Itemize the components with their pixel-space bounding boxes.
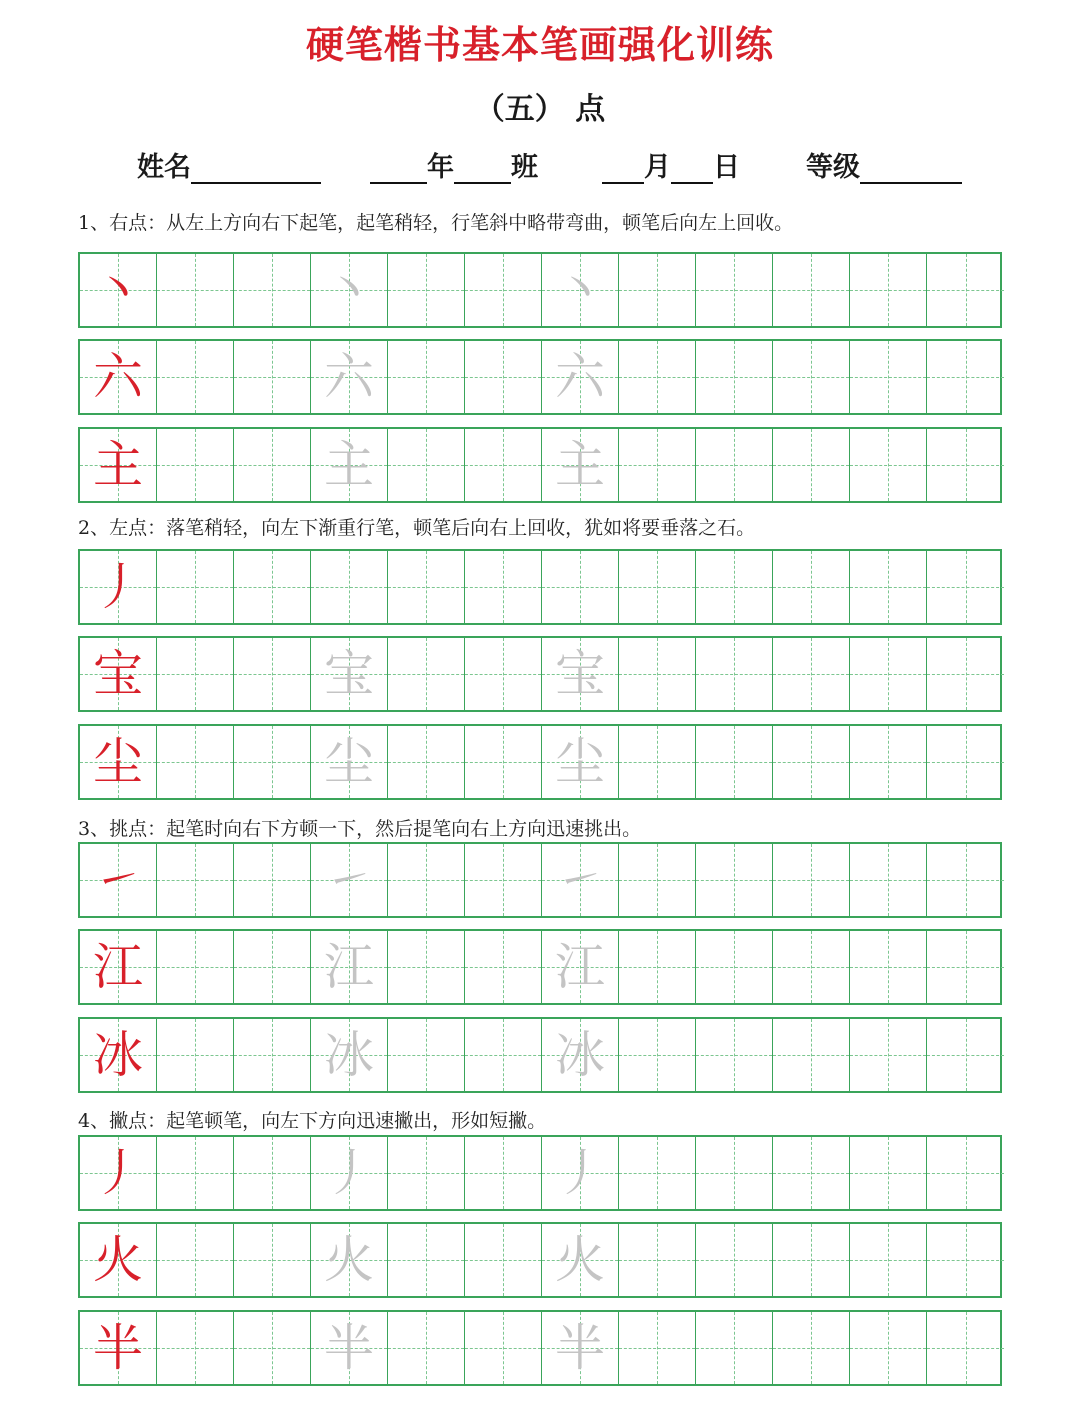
grid-cell[interactable] — [542, 429, 619, 501]
grid-cell[interactable] — [696, 429, 773, 501]
grid-cell[interactable] — [696, 726, 773, 798]
model-character: 宝 — [93, 645, 143, 703]
grid-cell[interactable] — [80, 638, 157, 710]
grid-cell[interactable] — [619, 429, 696, 501]
grid-cell[interactable] — [696, 341, 773, 413]
practice-row — [78, 1135, 1002, 1211]
grid-cell[interactable] — [311, 341, 388, 413]
grid-cell[interactable] — [80, 726, 157, 798]
stroke-instruction-3: 3、挑点：起笔时向右下方顿一下，然后提笔向右上方向迅速挑出。 — [78, 818, 642, 840]
grid-cell[interactable] — [619, 638, 696, 710]
grid-cell[interactable] — [311, 1137, 388, 1209]
trace-character: 火 — [555, 1231, 605, 1289]
grid-cell[interactable] — [80, 844, 157, 916]
grid-cell[interactable] — [234, 429, 311, 501]
grid-cell[interactable] — [234, 726, 311, 798]
grid-cell[interactable] — [850, 429, 927, 501]
grid-cell[interactable] — [773, 551, 850, 623]
date-field[interactable] — [602, 144, 740, 184]
grid-cell[interactable] — [311, 429, 388, 501]
grid-cell[interactable] — [465, 551, 542, 623]
trace-character: 丿 — [324, 1144, 374, 1202]
day-label: 日 — [713, 152, 740, 183]
trace-character: 江 — [555, 938, 605, 996]
grid-cell[interactable] — [850, 1224, 927, 1296]
grid-cell[interactable] — [388, 1137, 465, 1209]
grid-cell[interactable] — [850, 1137, 927, 1209]
grid-cell[interactable] — [80, 551, 157, 623]
model-character: 半 — [93, 1319, 143, 1377]
grid-cell[interactable] — [234, 931, 311, 1003]
grid-cell[interactable] — [773, 844, 850, 916]
grid-cell[interactable] — [773, 1137, 850, 1209]
trace-character: 尘 — [324, 733, 374, 791]
grid-cell[interactable] — [80, 1312, 157, 1384]
model-character: 主 — [93, 436, 143, 494]
grid-cell[interactable] — [927, 1312, 1004, 1384]
worksheet-title: 硬笔楷书基本笔画强化训练 — [305, 22, 774, 67]
practice-row — [78, 1222, 1002, 1298]
practice-row — [78, 339, 1002, 415]
year-blank[interactable] — [370, 152, 427, 184]
grid-cell[interactable] — [311, 638, 388, 710]
grid-cell[interactable] — [773, 1224, 850, 1296]
grid-cell[interactable] — [388, 254, 465, 326]
grid-cell[interactable] — [850, 551, 927, 623]
practice-row — [78, 252, 1002, 328]
grid-cell[interactable] — [311, 931, 388, 1003]
grid-cell[interactable] — [234, 254, 311, 326]
trace-character: ㇀ — [555, 851, 605, 909]
year-label: 年 — [427, 152, 454, 183]
grid-cell[interactable] — [850, 638, 927, 710]
grid-cell[interactable] — [696, 1224, 773, 1296]
trace-character: 主 — [555, 436, 605, 494]
grid-cell[interactable] — [542, 1137, 619, 1209]
trace-character: 江 — [324, 938, 374, 996]
grid-cell[interactable] — [927, 638, 1004, 710]
grid-cell[interactable] — [465, 844, 542, 916]
grid-cell[interactable] — [619, 1224, 696, 1296]
trace-character: 丶 — [324, 261, 374, 319]
grid-cell[interactable] — [465, 1224, 542, 1296]
grid-cell[interactable] — [388, 1019, 465, 1091]
grid-cell[interactable] — [927, 1224, 1004, 1296]
trace-character: 丿 — [555, 1144, 605, 1202]
grid-cell[interactable] — [773, 1019, 850, 1091]
grid-cell[interactable] — [850, 1019, 927, 1091]
model-character: 江 — [93, 938, 143, 996]
trace-character: 冰 — [555, 1026, 605, 1084]
grid-cell[interactable] — [157, 1224, 234, 1296]
grid-cell[interactable] — [542, 341, 619, 413]
model-character: 六 — [93, 348, 143, 406]
trace-character: 尘 — [555, 733, 605, 791]
grid-cell[interactable] — [619, 254, 696, 326]
grid-cell[interactable] — [927, 254, 1004, 326]
grid-cell[interactable] — [311, 1019, 388, 1091]
month-blank[interactable] — [602, 152, 644, 184]
grid-cell[interactable] — [850, 341, 927, 413]
grid-cell[interactable] — [465, 1312, 542, 1384]
stroke-instruction-2: 2、左点：落笔稍轻，向左下渐重行笔，顿笔后向右上回收，犹如将要垂落之石。 — [78, 517, 756, 539]
stroke-instruction-4: 4、撇点：起笔顿笔，向左下方向迅速撇出，形如短撇。 — [78, 1110, 547, 1132]
grid-cell[interactable] — [157, 254, 234, 326]
class-blank[interactable] — [454, 152, 511, 184]
trace-character: 半 — [324, 1319, 374, 1377]
grid-cell[interactable] — [234, 638, 311, 710]
grid-cell[interactable] — [157, 1137, 234, 1209]
trace-character: 六 — [555, 348, 605, 406]
grid-cell[interactable] — [157, 429, 234, 501]
grid-cell[interactable] — [619, 1137, 696, 1209]
grid-cell[interactable] — [619, 726, 696, 798]
grid-cell[interactable] — [157, 551, 234, 623]
grid-cell[interactable] — [157, 638, 234, 710]
grid-cell[interactable] — [619, 341, 696, 413]
grid-cell[interactable] — [696, 254, 773, 326]
practice-row — [78, 636, 1002, 712]
model-character: 冰 — [93, 1026, 143, 1084]
grid-cell[interactable] — [388, 341, 465, 413]
grid-cell[interactable] — [465, 1137, 542, 1209]
model-character: 尘 — [93, 733, 143, 791]
grid-cell[interactable] — [80, 1137, 157, 1209]
practice-row — [78, 549, 1002, 625]
trace-character: 半 — [555, 1319, 605, 1377]
grid-cell[interactable] — [773, 254, 850, 326]
grid-cell[interactable] — [80, 429, 157, 501]
practice-row — [78, 929, 1002, 1005]
name-label: 姓名 — [137, 152, 191, 183]
grid-cell[interactable] — [80, 341, 157, 413]
class-field[interactable] — [370, 144, 538, 184]
grid-cell[interactable] — [388, 931, 465, 1003]
grid-cell[interactable] — [157, 1019, 234, 1091]
grid-cell[interactable] — [542, 1019, 619, 1091]
grid-cell[interactable] — [157, 931, 234, 1003]
grid-cell[interactable] — [927, 1019, 1004, 1091]
grid-cell[interactable] — [696, 638, 773, 710]
trace-character: 宝 — [324, 645, 374, 703]
grid-cell[interactable] — [234, 341, 311, 413]
grid-cell[interactable] — [542, 1312, 619, 1384]
model-character: 丶 — [93, 261, 143, 319]
grid-cell[interactable] — [311, 844, 388, 916]
grid-cell[interactable] — [542, 844, 619, 916]
grid-cell[interactable] — [927, 844, 1004, 916]
month-label: 月 — [644, 152, 671, 183]
grid-cell[interactable] — [773, 638, 850, 710]
grid-cell[interactable] — [773, 429, 850, 501]
grid-cell[interactable] — [850, 1312, 927, 1384]
grid-cell[interactable] — [234, 551, 311, 623]
grid-cell[interactable] — [157, 1312, 234, 1384]
grid-cell[interactable] — [850, 254, 927, 326]
stroke-instruction-1: 1、右点：从左上方向右下起笔，起笔稍轻，行笔斜中略带弯曲，顿笔后向左上回收。 — [78, 212, 794, 234]
grid-cell[interactable] — [388, 429, 465, 501]
grid-cell[interactable] — [80, 1019, 157, 1091]
worksheet-subtitle: （五） 点 — [474, 92, 606, 127]
grid-cell[interactable] — [388, 638, 465, 710]
class-label: 班 — [511, 152, 538, 183]
grid-cell[interactable] — [157, 726, 234, 798]
grid-cell[interactable] — [80, 254, 157, 326]
trace-character: 火 — [324, 1231, 374, 1289]
practice-row — [78, 724, 1002, 800]
grid-cell[interactable] — [311, 726, 388, 798]
grade-label: 等级 — [806, 152, 860, 183]
grid-cell[interactable] — [311, 1312, 388, 1384]
grid-cell[interactable] — [542, 1224, 619, 1296]
grid-cell[interactable] — [696, 844, 773, 916]
grid-cell[interactable] — [157, 844, 234, 916]
grid-cell[interactable] — [927, 551, 1004, 623]
trace-character: 主 — [324, 436, 374, 494]
grid-cell[interactable] — [388, 551, 465, 623]
grid-cell[interactable] — [619, 1019, 696, 1091]
grid-cell[interactable] — [619, 931, 696, 1003]
grid-cell[interactable] — [465, 1019, 542, 1091]
grid-cell[interactable] — [80, 1224, 157, 1296]
grid-cell[interactable] — [465, 254, 542, 326]
grid-cell[interactable] — [234, 1312, 311, 1384]
grid-cell[interactable] — [927, 341, 1004, 413]
grid-cell[interactable] — [696, 551, 773, 623]
grid-cell[interactable] — [619, 551, 696, 623]
model-character: 丿 — [93, 558, 143, 616]
grid-cell[interactable] — [850, 726, 927, 798]
grid-cell[interactable] — [927, 429, 1004, 501]
grid-cell[interactable] — [311, 1224, 388, 1296]
trace-character: 冰 — [324, 1026, 374, 1084]
grid-cell[interactable] — [234, 1224, 311, 1296]
grid-cell[interactable] — [234, 844, 311, 916]
grid-cell[interactable] — [80, 931, 157, 1003]
grid-cell[interactable] — [388, 844, 465, 916]
grid-cell[interactable] — [696, 931, 773, 1003]
name-field[interactable] — [137, 144, 321, 184]
model-character: ㇀ — [93, 851, 143, 909]
grid-cell[interactable] — [850, 931, 927, 1003]
grid-cell[interactable] — [542, 931, 619, 1003]
trace-character: 六 — [324, 348, 374, 406]
grid-cell[interactable] — [850, 844, 927, 916]
grid-cell[interactable] — [465, 931, 542, 1003]
grid-cell[interactable] — [619, 844, 696, 916]
grid-cell[interactable] — [388, 726, 465, 798]
grid-cell[interactable] — [696, 1019, 773, 1091]
grid-cell[interactable] — [234, 1019, 311, 1091]
practice-row — [78, 427, 1002, 503]
practice-row — [78, 1310, 1002, 1386]
grid-cell[interactable] — [542, 551, 619, 623]
name-blank[interactable] — [191, 152, 321, 184]
grid-cell[interactable] — [388, 1312, 465, 1384]
grid-cell[interactable] — [311, 254, 388, 326]
grid-cell[interactable] — [773, 1312, 850, 1384]
grid-cell[interactable] — [234, 1137, 311, 1209]
trace-character: ㇀ — [324, 851, 374, 909]
practice-row — [78, 842, 1002, 918]
practice-row — [78, 1017, 1002, 1093]
grid-cell[interactable] — [542, 638, 619, 710]
grid-cell[interactable] — [542, 726, 619, 798]
grid-cell[interactable] — [465, 638, 542, 710]
grid-cell[interactable] — [927, 1137, 1004, 1209]
grid-cell[interactable] — [465, 429, 542, 501]
grid-cell[interactable] — [465, 726, 542, 798]
grade-field[interactable] — [806, 144, 962, 184]
grid-cell[interactable] — [542, 254, 619, 326]
grid-cell[interactable] — [311, 551, 388, 623]
model-character: 丿 — [93, 1144, 143, 1202]
grid-cell[interactable] — [927, 931, 1004, 1003]
grid-cell[interactable] — [773, 931, 850, 1003]
day-blank[interactable] — [671, 152, 713, 184]
grid-cell[interactable] — [773, 726, 850, 798]
grid-cell[interactable] — [773, 341, 850, 413]
grid-cell[interactable] — [157, 341, 234, 413]
trace-character: 宝 — [555, 645, 605, 703]
grade-blank[interactable] — [860, 152, 962, 184]
grid-cell[interactable] — [465, 341, 542, 413]
grid-cell[interactable] — [696, 1137, 773, 1209]
grid-cell[interactable] — [927, 726, 1004, 798]
trace-character: 丶 — [555, 261, 605, 319]
model-character: 火 — [93, 1231, 143, 1289]
grid-cell[interactable] — [619, 1312, 696, 1384]
grid-cell[interactable] — [696, 1312, 773, 1384]
grid-cell[interactable] — [388, 1224, 465, 1296]
